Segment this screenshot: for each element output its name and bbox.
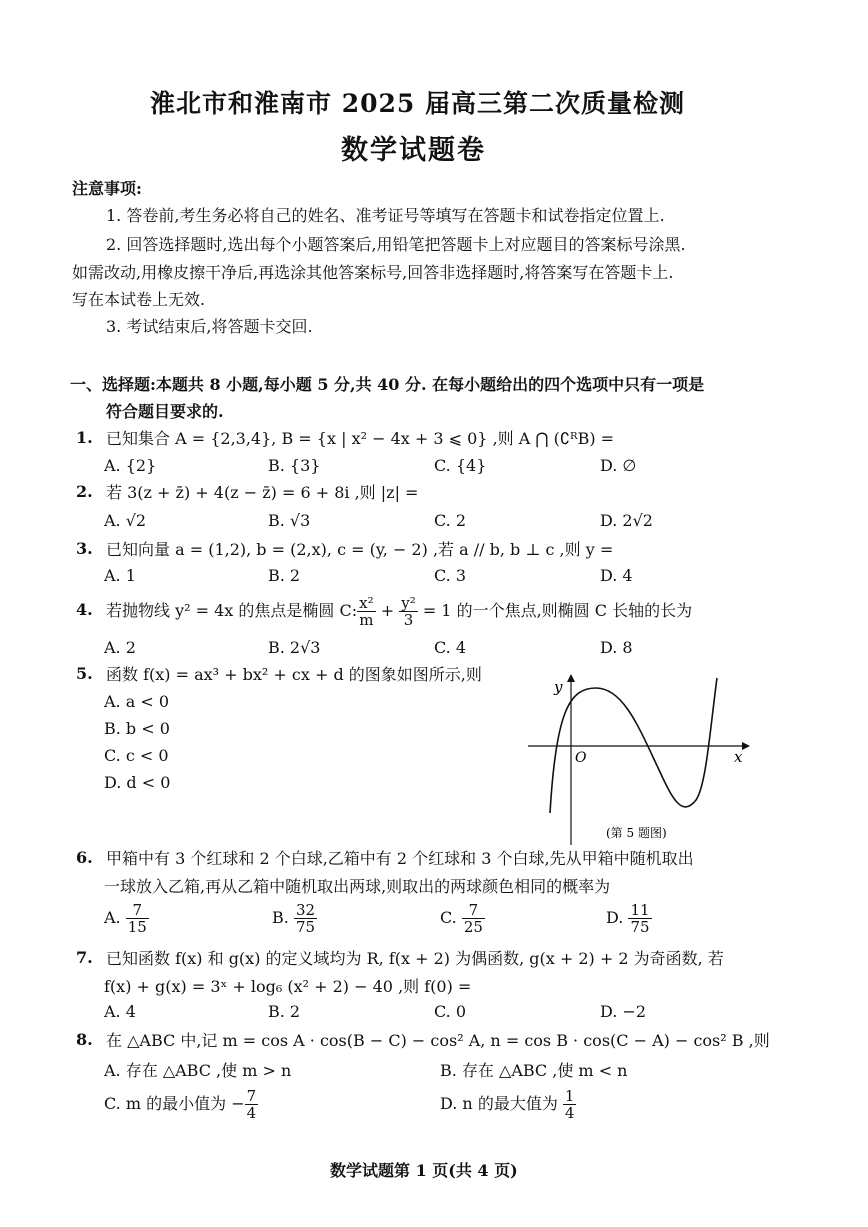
q1-option-c: C. {4}	[434, 456, 487, 475]
q2-stem: 若 3(z + z̄) + 4(z − z̄) = 6 + 8i ,则 |z| =	[106, 483, 419, 502]
q4-fraction-x: $\frac{\text{x²}}{m}$	[359, 594, 374, 629]
q8-number: 8.	[76, 1030, 93, 1049]
q6-option-b: B. $\frac{32}{75}$	[272, 901, 316, 936]
q1-number: 1.	[76, 428, 93, 447]
q3-option-a: A. 1	[104, 566, 136, 585]
notice-item-1: 1. 答卷前,考生务必将自己的姓名、准考证号等填写在答题卡和试卷指定位置上.	[106, 206, 665, 225]
q2-option-c: C. 2	[434, 511, 467, 530]
q6-option-c: C. $\frac{7}{25}$	[440, 901, 483, 936]
notice-item-2: 2. 回答选择题时,选出每个小题答案后,用铅笔把答题卡上对应题目的答案标号涂黑.	[106, 235, 686, 254]
q4-option-a: A. 2	[104, 638, 136, 657]
y-axis-arrow-icon	[567, 674, 575, 682]
q2-option-d: D. 2√2	[600, 511, 653, 530]
q6-stem-line1: 甲箱中有 3 个红球和 2 个白球,乙箱中有 2 个红球和 3 个白球,先从甲箱中随机取出	[106, 849, 694, 868]
page-footer: 数学试题第 1 页(共 4 页)	[330, 1161, 518, 1180]
q8-option-c: C. m 的最小值为 − $\frac{7}{4}$	[104, 1087, 257, 1122]
q5-cubic-graph	[520, 670, 760, 850]
q8-option-a: A. 存在 △ABC ,使 m > n	[104, 1061, 292, 1080]
q5-option-b: B. b < 0	[104, 719, 170, 738]
q7-number: 7.	[76, 948, 93, 967]
q8-stem: 在 △ABC 中,记 m = cos A · cos(B − C) − cos² A, n = cos B · cos(C − A) − cos² B ,则	[106, 1031, 770, 1050]
q6-number: 6.	[76, 848, 93, 867]
q5-option-d: D. d < 0	[104, 773, 171, 792]
q4-option-d: D. 8	[600, 638, 633, 657]
q2-option-a: A. √2	[104, 511, 147, 530]
q4-stem-a: 若抛物线 y² = 4x 的焦点是椭圆 C:	[106, 601, 358, 620]
notice-item-3: 3. 考试结束后,将答题卡交回.	[106, 317, 313, 336]
q8-option-d: D. n 的最大值为 $\frac{1}{4}$	[440, 1087, 575, 1122]
q5-number: 5.	[76, 664, 93, 683]
q5-stem: 函数 f(x) = ax³ + bx² + cx + d 的图象如图所示,则	[106, 665, 482, 684]
q1-option-b: B. {3}	[268, 456, 321, 475]
q5-figure-caption: (第 5 题图)	[606, 826, 667, 840]
q4-number: 4.	[76, 600, 93, 619]
section-heading: 一、选择题:本题共 8 小题,每小题 5 分,共 40 分. 在每小题给出的四个选项中只有一项是	[70, 375, 705, 394]
q6-option-d: D. $\frac{11}{75}$	[606, 901, 650, 936]
exam-title: 淮北市和淮南市 2025 届高三第二次质量检测	[150, 89, 685, 118]
q1-option-a: A. {2}	[104, 456, 157, 475]
x-axis-label: x	[734, 748, 743, 766]
q7-stem-line1: 已知函数 f(x) 和 g(x) 的定义域均为 R, f(x + 2) 为偶函数, g(x + 2) + 2 为奇函数, 若	[106, 949, 724, 968]
q4-fraction-y: $\frac{\text{y²}}{3}$	[401, 594, 416, 629]
q4-option-b: B. 2√3	[268, 638, 321, 657]
q5-option-a: A. a < 0	[104, 692, 170, 711]
q3-option-b: B. 2	[268, 566, 301, 585]
q4-stem-b: = 1 的一个焦点,则椭圆 C 长轴的长为	[422, 601, 693, 620]
q7-option-b: B. 2	[268, 1002, 301, 1021]
q7-stem-line2: f(x) + g(x) = 3ˣ + log₆ (x² + 2) − 40 ,则 f(0) =	[104, 977, 472, 996]
notice-heading: 注意事项:	[72, 179, 142, 198]
q6-stem-line2: 一球放入乙箱,再从乙箱中随机取出两球,则取出的两球颜色相同的概率为	[104, 877, 611, 896]
q1-option-d: D. ∅	[600, 456, 637, 475]
q5-option-c: C. c < 0	[104, 746, 169, 765]
q3-stem: 已知向量 a = (1,2), b = (2,x), c = (y, − 2) ,若 a // b, b ⊥ c ,则 y =	[106, 540, 614, 559]
y-axis-label: y	[554, 678, 563, 696]
q4-option-c: C. 4	[434, 638, 467, 657]
notice-item-2-cont: 如需改动,用橡皮擦干净后,再选涂其他答案标号,回答非选择题时,将答案写在答题卡上.	[72, 263, 674, 282]
section-heading-cont: 符合题目要求的.	[106, 402, 224, 421]
q8-option-b: B. 存在 △ABC ,使 m < n	[440, 1061, 628, 1080]
q7-option-d: D. −2	[600, 1002, 647, 1021]
q7-option-a: A. 4	[104, 1002, 136, 1021]
q4-plus: +	[380, 601, 395, 620]
q3-number: 3.	[76, 539, 93, 558]
x-axis-arrow-icon	[742, 742, 750, 750]
exam-subtitle: 数学试题卷	[341, 135, 486, 166]
q1-stem: 已知集合 A = {2,3,4}, B = {x | x² − 4x + 3 ⩽ 0} ,则 A ⋂ (∁ᴿB) =	[106, 429, 615, 448]
q3-option-c: C. 3	[434, 566, 467, 585]
q2-option-b: B. √3	[268, 511, 311, 530]
q3-option-d: D. 4	[600, 566, 633, 585]
origin-label: O	[575, 750, 587, 766]
q4-stem	[106, 590, 692, 632]
q6-option-a: A. $\frac{7}{15}$	[104, 901, 147, 936]
q7-option-c: C. 0	[434, 1002, 467, 1021]
notice-item-2-cont2: 写在本试卷上无效.	[72, 290, 206, 309]
q2-number: 2.	[76, 482, 93, 501]
